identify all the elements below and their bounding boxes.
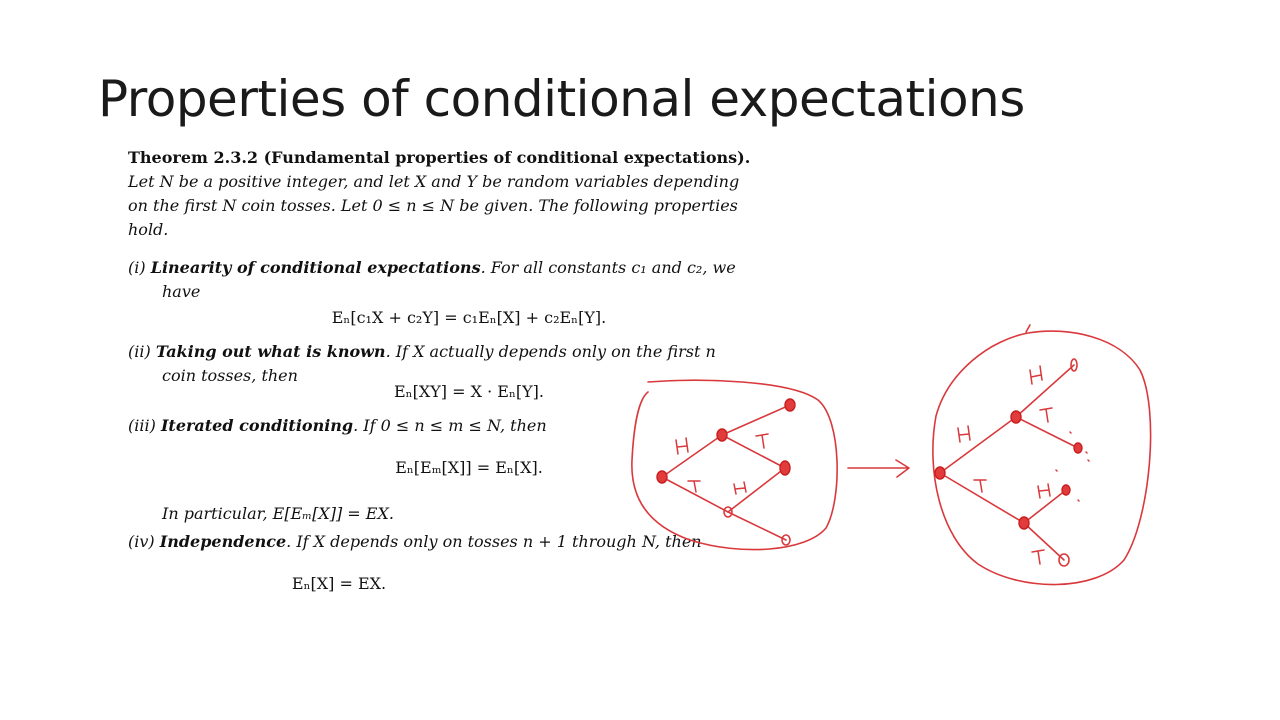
theorem-intro-line-1: Let N be a positive integer, and let X and Y be random variables depending xyxy=(128,172,740,191)
property-label: (ii) xyxy=(128,342,151,361)
left-tree-node xyxy=(780,461,790,475)
property-equation: Eₙ[Eₘ[X]] = Eₙ[X]. xyxy=(395,458,543,477)
right-tree-enclosure xyxy=(933,331,1151,584)
right-tree-label-t xyxy=(1040,408,1052,422)
left-tree-edge xyxy=(662,435,722,477)
right-tree-node xyxy=(1019,517,1029,529)
right-tree-edge xyxy=(1016,417,1078,448)
property-name: Taking out what is known xyxy=(155,342,386,361)
property-name: Independence xyxy=(159,532,287,551)
property-text: . If 0 ≤ n ≤ m ≤ N, then xyxy=(353,416,547,435)
left-tree-label-t xyxy=(688,481,700,492)
theorem-heading: Theorem 2.3.2 (Fundamental properties of conditional expectations). xyxy=(128,148,751,167)
arrow-icon xyxy=(848,460,909,477)
theorem-intro-line-3: hold. xyxy=(128,220,169,239)
property-equation: Eₙ[X] = EX. xyxy=(291,574,387,593)
left-tree-edge xyxy=(722,405,790,435)
property-particular: In particular, E[Eₘ[X]] = EX. xyxy=(162,504,394,523)
property-name: Iterated conditioning xyxy=(160,416,354,435)
right-tree-edge xyxy=(940,417,1016,473)
property-continuation: coin tosses, then xyxy=(162,366,298,385)
left-tree-edge xyxy=(728,468,785,512)
right-tree-node xyxy=(1062,485,1070,495)
property-continuation: have xyxy=(162,282,201,301)
left-tree-node xyxy=(717,429,727,441)
left-tree-edge xyxy=(728,512,786,540)
right-tree-label-h xyxy=(1038,484,1050,498)
left-tree-enclosure xyxy=(632,380,837,549)
property-label: (iv) xyxy=(128,532,155,551)
right-tree-label-h xyxy=(1030,366,1042,384)
right-tree-node xyxy=(935,467,945,479)
property-equation: Eₙ[c₁X + c₂Y] = c₁Eₙ[X] + c₂Eₙ[Y]. xyxy=(331,308,607,327)
right-tree-node xyxy=(1074,443,1082,453)
left-tree-edge xyxy=(722,435,785,468)
property-name: Linearity of conditional expectations xyxy=(150,258,481,277)
property-equation: Eₙ[XY] = X · Eₙ[Y]. xyxy=(394,382,544,401)
right-tree-label-h xyxy=(958,426,970,442)
left-tree-node xyxy=(785,399,795,411)
property-text: . For all constants c₁ and c₂, we xyxy=(480,258,736,277)
property-label: (i) xyxy=(128,258,146,277)
left-tree-node xyxy=(657,471,667,483)
right-tree-node xyxy=(1011,411,1021,423)
right-tree-edge xyxy=(1024,523,1064,560)
right-tree-mark xyxy=(1026,325,1030,332)
property-label: (iii) xyxy=(128,416,156,435)
left-tree-label-t xyxy=(756,434,768,448)
right-tree-edge xyxy=(1024,490,1066,523)
right-tree-label-t xyxy=(1032,550,1044,564)
right-tree-dots xyxy=(1056,432,1089,501)
property-text: . If X actually depends only on the first n xyxy=(385,342,716,361)
property-text: . If X depends only on tosses n + 1 through N, then xyxy=(286,532,702,551)
left-tree-label-h xyxy=(676,438,688,454)
slide-title: Properties of conditional expectations xyxy=(98,70,1025,128)
right-tree-label-t xyxy=(974,480,986,492)
left-tree-label-h xyxy=(734,482,746,494)
left-tree-edge xyxy=(662,477,728,512)
theorem-intro-line-2: on the first N coin tosses. Let 0 ≤ n ≤ N be given. The following properties xyxy=(128,196,738,215)
